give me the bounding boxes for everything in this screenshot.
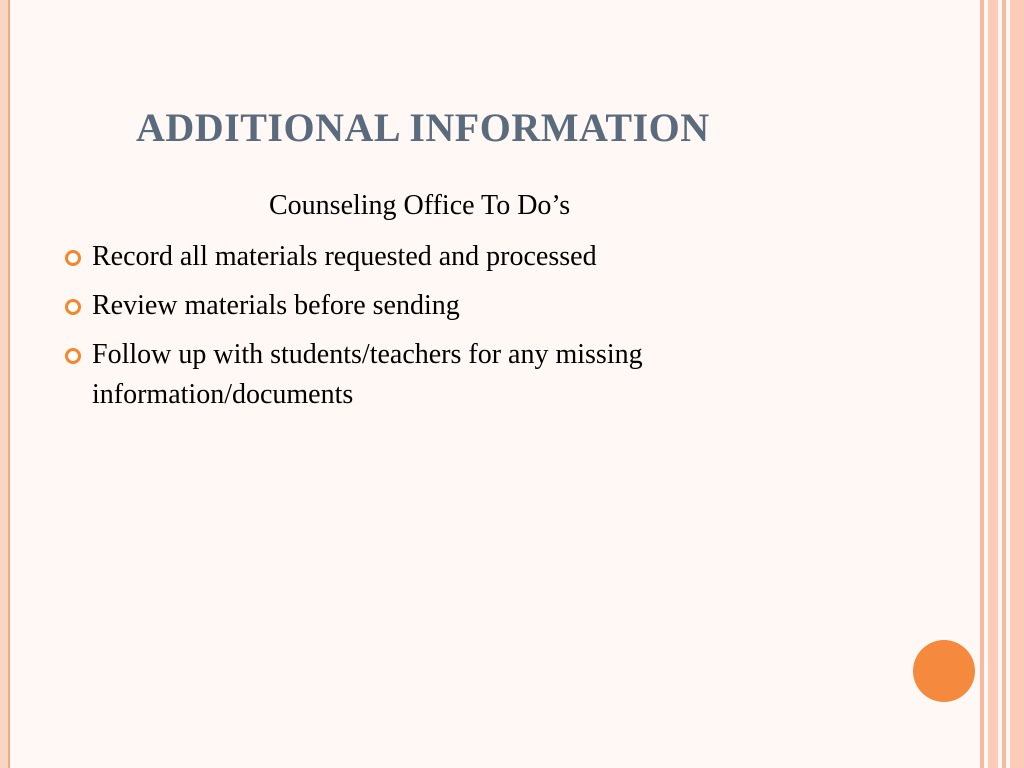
bullet-text: Review materials before sending <box>92 290 460 321</box>
stripe <box>1002 0 1006 768</box>
slide-subtitle: Counseling Office To Do’s <box>269 190 571 221</box>
bullet-circle-icon <box>65 299 81 315</box>
bullet-list <box>62 237 882 424</box>
bullet-text: Record all materials requested and processed <box>92 241 597 272</box>
stripe <box>980 0 984 768</box>
orange-circle-decoration <box>913 640 975 702</box>
stripe <box>988 0 998 768</box>
bullet-circle-icon <box>65 250 81 266</box>
slide-title: ADDITIONAL INFORMATION <box>136 105 710 150</box>
right-stripe-decoration <box>980 0 1024 768</box>
bullet-text: Follow up with students/teachers for any missing information/documents <box>92 339 643 410</box>
bullet-item <box>62 335 882 415</box>
bullet-item <box>62 286 882 326</box>
bullet-item <box>62 237 882 277</box>
stripe <box>1010 0 1024 768</box>
left-border-decoration <box>0 0 10 768</box>
bullet-circle-icon <box>65 348 81 364</box>
